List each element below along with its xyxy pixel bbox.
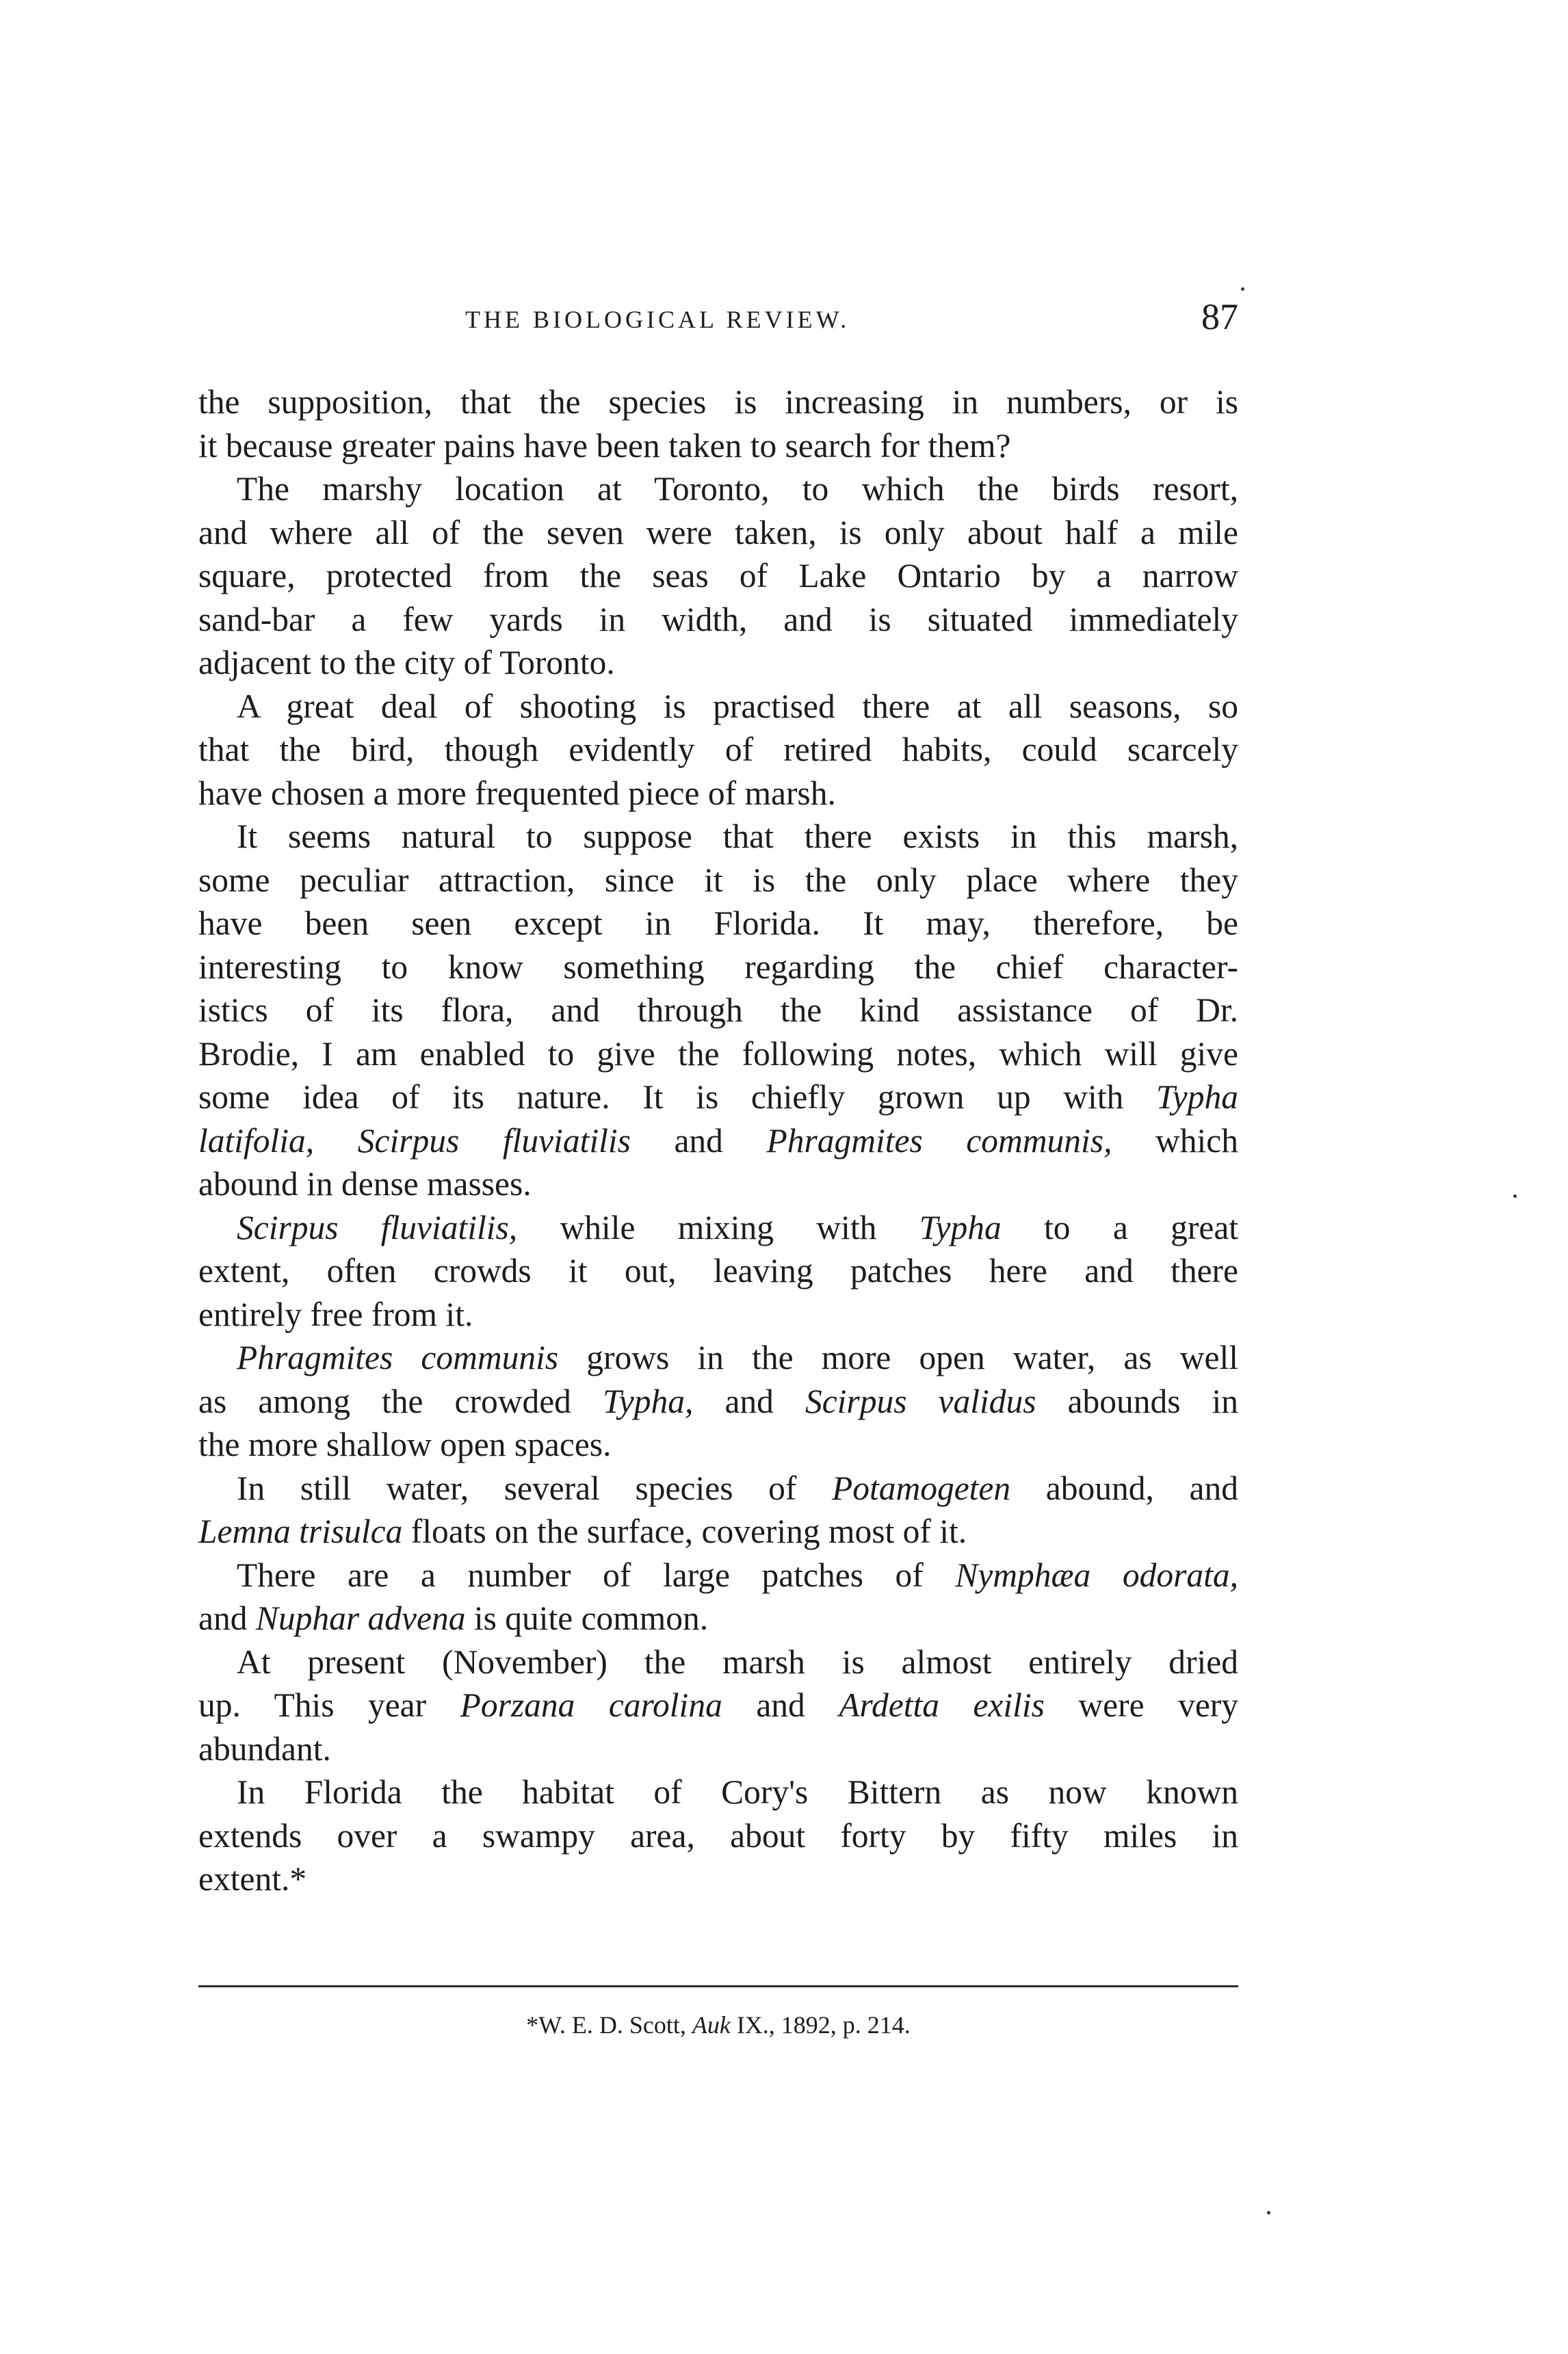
text-line: extent, often crowds it out, leaving patches here and there [198,1252,1238,1290]
text-line [198,1380,1238,1424]
species-name: Typha [919,1208,1002,1246]
print-speck [1267,2211,1270,2214]
text-run: while mixing with [560,1208,877,1246]
species-name: Phragmites communis, [766,1121,1112,1160]
text-line [198,1075,1238,1119]
species-name: Nymphæa odorata, [955,1556,1238,1594]
text-run: and [674,1121,723,1160]
text-line: extent.* [198,1860,307,1898]
text-line: have been seen except in Florida. It may, therefore, be [198,904,1238,942]
text-line [198,1119,1238,1163]
body-text [198,380,1238,1901]
text-run: as among the crowded [198,1382,571,1420]
footnote [198,2010,1238,2040]
species-name: Typha, [602,1382,694,1420]
footnote-journal: Auk [692,2011,731,2039]
species-name: Nuphar advena [255,1599,466,1637]
text-run: and [756,1686,805,1724]
text-line: square, protected from the seas of Lake Ontario by a narrow [198,557,1238,594]
text-run: were very [1078,1686,1239,1724]
paragraph-8 [198,1554,1238,1640]
footnote-marker: * [526,2011,539,2039]
species-name: Phragmites communis [237,1339,559,1376]
text-line: the supposition, that the species is increasing in numbers, or is [198,383,1238,421]
paragraph-2 [198,467,1238,685]
text-line: the more shallow open spaces. [198,1426,612,1463]
text-run: grows in the more open water, as well [586,1339,1238,1376]
species-name: Scirpus validus [805,1382,1036,1420]
text-line: have chosen a more frequented piece of marsh. [198,774,836,812]
species-name: Potamogeten [831,1469,1011,1507]
paragraph-4 [198,815,1238,1206]
paragraph-7 [198,1467,1238,1554]
paragraph-1 [198,380,1238,467]
text-line: extends over a swampy area, about forty by fifty miles in [198,1816,1238,1855]
species-name: Ardetta exilis [839,1686,1045,1724]
text-run: In still water, several species of [237,1469,797,1507]
text-line [198,1467,1238,1511]
text-line: abound in dense masses. [198,1165,532,1203]
running-head [198,296,1238,343]
text-line: The marshy location at Toronto, to which the birds resort, [237,470,1238,508]
text-line [198,1510,1238,1554]
species-name: Scirpus fluviatilis [357,1121,631,1160]
footnote-divider [198,1985,1238,1987]
paragraph-5 [198,1206,1238,1337]
text-line: In Florida the habitat of Cory's Bittern as now known [237,1773,1238,1811]
species-name: Scirpus fluviatilis, [237,1208,518,1246]
text-run: and [724,1382,774,1420]
text-run: abound, and [1045,1469,1238,1507]
text-line: that the bird, though evidently of retired habits, could scarcely [198,731,1238,768]
paragraph-3 [198,685,1238,815]
text-run: up. This year [198,1686,427,1724]
footnote-citation: IX., 1892, p. 214. [736,2011,911,2039]
text-line: Brodie, I am enabled to give the following notes, which will give [198,1034,1238,1073]
text-line: and where all of the seven were taken, is only about half a mile [198,513,1238,551]
page-number: 87 [1201,296,1238,337]
text-line: It seems natural to suppose that there exists in this marsh, [237,818,1238,855]
species-name: latifolia, [198,1121,315,1160]
text-run: floats on the surface, covering most of it. [410,1513,967,1550]
text-run: to a great [1044,1208,1239,1246]
text-run: some idea of its nature. It is chiefly grown up with [198,1078,1124,1116]
paragraph-6 [198,1336,1238,1467]
text-line: abundant. [198,1729,331,1768]
print-speck [1241,287,1244,291]
footnote-author: W. E. D. Scott, [538,2011,686,2039]
text-run: which [1155,1121,1239,1160]
text-line: adjacent to the city of Toronto. [198,644,615,681]
text-line: some peculiar attraction, since it is the only place where they [198,861,1238,899]
text-line: istics of its flora, and through the kind assistance of Dr. [198,991,1238,1029]
text-run: is quite common. [473,1599,709,1637]
text-line: it because greater pains have been taken to search for them? [198,426,1011,465]
text-line [198,1206,1238,1250]
text-line [198,1554,1238,1597]
text-line: interesting to know something regarding the chief character- [198,947,1238,986]
paragraph-10 [198,1770,1238,1901]
species-name: Lemna trisulca [198,1513,403,1550]
running-title: THE BIOLOGICAL REVIEW. [465,306,850,333]
species-name: Porzana carolina [460,1686,722,1724]
text-run: There are a number of large patches of [237,1556,924,1594]
text-line [198,1597,1238,1640]
text-line: entirely free from it. [198,1295,473,1333]
text-line: At present (November) the marsh is almost entirely dried [237,1643,1238,1681]
text-line [198,1684,1238,1727]
print-speck [1513,1194,1517,1198]
species-name: Typha [1155,1078,1239,1116]
text-line: A great deal of shooting is practised there at all seasons, so [237,687,1238,725]
paragraph-9 [198,1640,1238,1771]
text-line [198,1336,1238,1380]
text-run: abounds in [1067,1382,1239,1420]
text-run: and [198,1599,248,1637]
text-line: sand-bar a few yards in width, and is situated immediately [198,600,1238,638]
